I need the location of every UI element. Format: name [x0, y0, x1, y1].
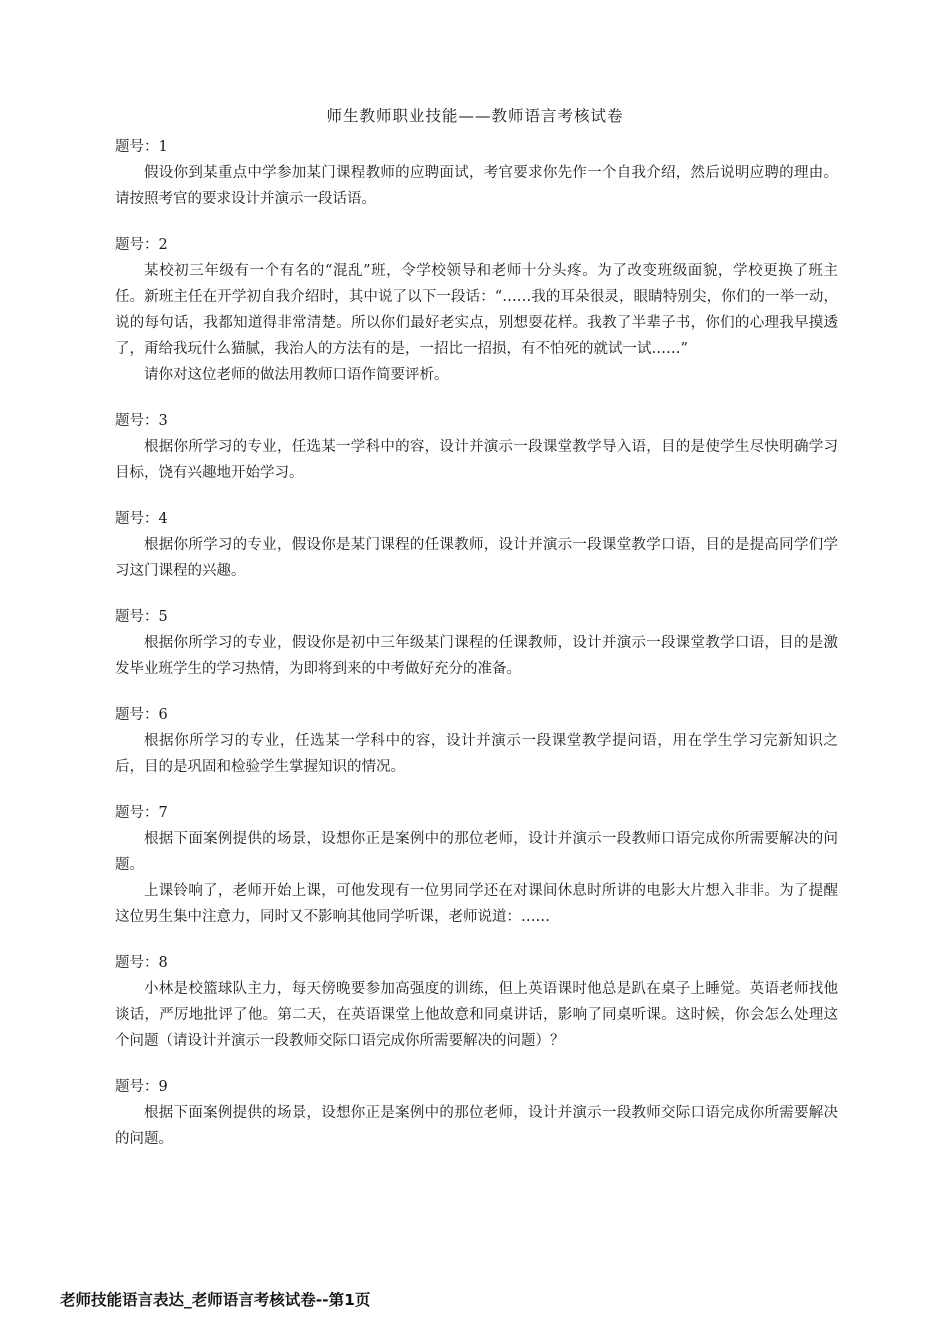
question-text: 小林是校篮球队主力，每天傍晚要参加高强度的训练，但上英语课时他总是趴在桌子上睡觉。英语老师找他谈话，严厉地批评了他。第二天，在英语课堂上他故意和同桌讲话，影响了同桌听课。这时候，你会怎么处理这个问题（请设计并演示一段教师交际口语完成你所需要解决的问题）？ — [115, 981, 838, 1049]
page-footer: 老师技能语言表达_老师语言考核试卷--第1页 — [60, 1291, 371, 1309]
question-text: 某校初三年级有一个有名的“混乱”班，令学校领导和老师十分头疼。为了改变班级面貌，学校更换了班主任。新班主任在开学初自我介绍时，其中说了以下一段话：“……我的耳朵很灵，眼睛特别尖，你们的一举一动，说的每句话，我都知道得非常清楚。所以你们最好老实点，别想耍花样。我教了半辈子书，你们的心理我早摸透了，甭给我玩什么猫腻，我治人的方法有的是，一招比一招损，有不怕死的就试一试……” — [115, 263, 838, 357]
question-7 — [115, 800, 838, 930]
question-text: 上课铃响了，老师开始上课，可他发现有一位男同学还在对课间休息时所讲的电影大片想入非非。为了提醒这位男生集中注意力，同时又不影响其他同学听课，老师说道：…… — [115, 883, 838, 925]
question-4 — [115, 506, 838, 584]
question-label: 题号：8 — [115, 955, 168, 971]
question-label: 题号：3 — [115, 413, 168, 429]
question-2 — [115, 232, 838, 388]
question-6 — [115, 702, 838, 780]
document-title: 师生教师职业技能——教师语言考核试卷 — [326, 107, 624, 125]
question-text: 假设你到某重点中学参加某门课程教师的应聘面试，考官要求你先作一个自我介绍，然后说明应聘的理由。请按照考官的要求设计并演示一段话语。 — [115, 165, 838, 207]
question-label: 题号：9 — [115, 1079, 168, 1095]
question-text: 根据你所学习的专业，假设你是某门课程的任课教师，设计并演示一段课堂教学口语，目的是提高同学们学习这门课程的兴趣。 — [115, 537, 838, 579]
question-1 — [115, 134, 838, 212]
question-5 — [115, 604, 838, 682]
question-text: 请你对这位老师的做法用教师口语作简要评析。 — [144, 367, 449, 383]
question-label: 题号：7 — [115, 805, 168, 821]
question-text: 根据你所学习的专业，假设你是初中三年级某门课程的任课教师，设计并演示一段课堂教学口语，目的是激发毕业班学生的学习热情，为即将到来的中考做好充分的准备。 — [115, 635, 838, 677]
question-3 — [115, 408, 838, 486]
question-label: 题号：2 — [115, 237, 168, 253]
question-label: 题号：5 — [115, 609, 168, 625]
question-label: 题号：4 — [115, 511, 168, 527]
question-label: 题号：6 — [115, 707, 168, 723]
question-list — [115, 134, 838, 1172]
question-8 — [115, 950, 838, 1054]
question-label: 题号：1 — [115, 139, 168, 155]
question-text: 根据下面案例提供的场景，设想你正是案例中的那位老师，设计并演示一段教师交际口语完成你所需要解决的问题。 — [115, 1105, 838, 1147]
question-9 — [115, 1074, 838, 1152]
question-text: 根据下面案例提供的场景，设想你正是案例中的那位老师，设计并演示一段教师口语完成你所需要解决的问题。 — [115, 831, 838, 873]
question-text: 根据你所学习的专业，任选某一学科中的容，设计并演示一段课堂教学导入语，目的是使学生尽快明确学习目标，饶有兴趣地开始学习。 — [115, 439, 838, 481]
question-text: 根据你所学习的专业，任选某一学科中的容，设计并演示一段课堂教学提问语，用在学生学习完新知识之后，目的是巩固和检验学生掌握知识的情况。 — [115, 733, 838, 775]
